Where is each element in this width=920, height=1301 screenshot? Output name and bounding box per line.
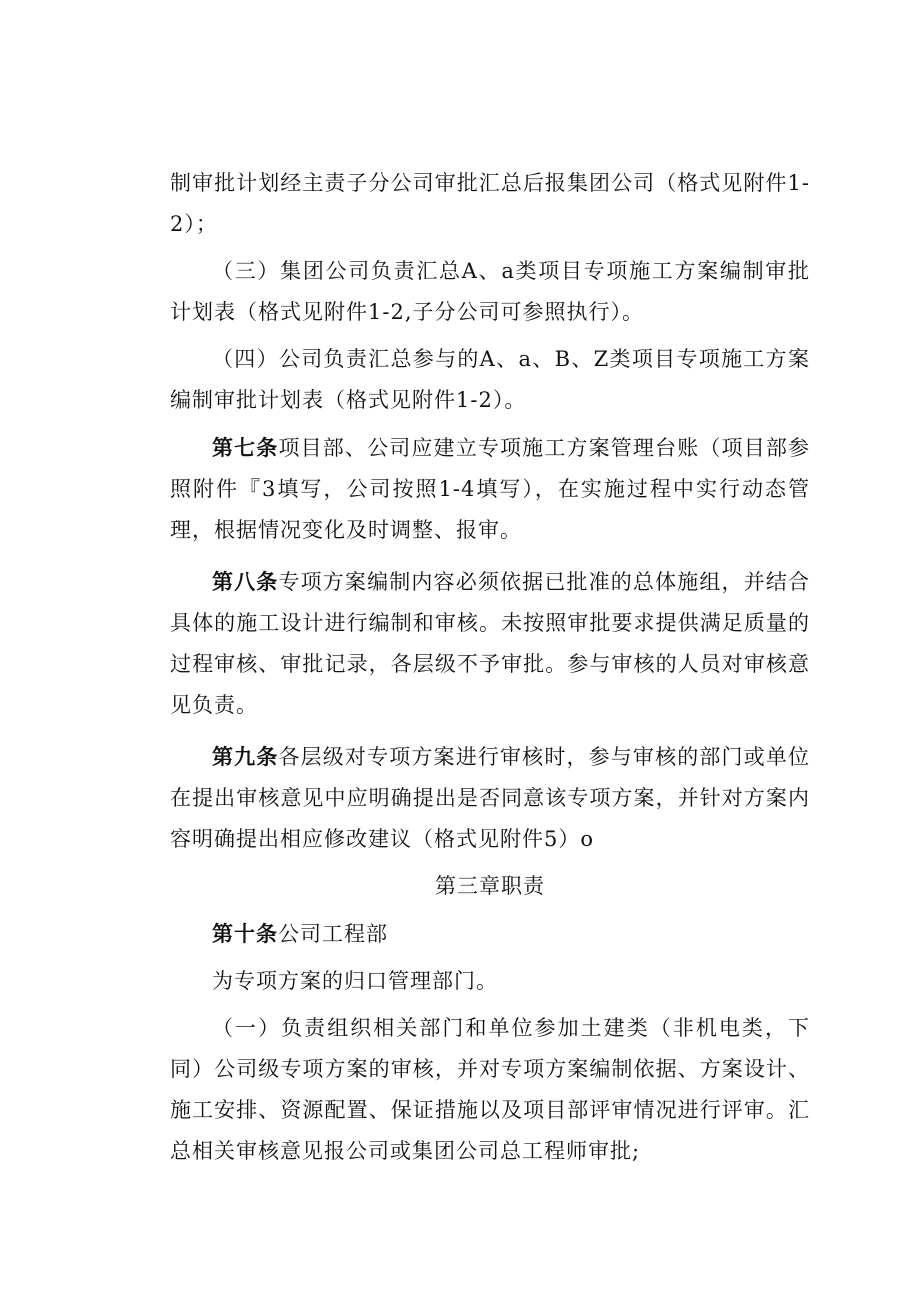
paragraph-item-4	[170, 339, 810, 421]
paragraph-text: 制审批计划经主责子分公司审批汇总后报集团公司（格式见附件1-2）；	[170, 171, 810, 236]
article-number: 第七条	[212, 435, 279, 460]
document-body	[170, 163, 810, 1172]
paragraph-item-3	[170, 251, 810, 333]
article-10	[170, 913, 810, 955]
chapter-title: 第三章职责	[435, 874, 545, 898]
paragraph-role	[170, 961, 810, 1002]
article-number: 第八条	[212, 569, 279, 594]
paragraph-item-1	[170, 1008, 810, 1172]
article-number: 第九条	[212, 744, 279, 769]
article-number: 第十条	[212, 921, 278, 946]
article-text: 各层级对专项方案进行审核时，参与审核的部门或单位在提出审核意见中应明确提出是否同意该专项方案，并针对方案内容明确提出相应修改建议（格式见附件5）o	[170, 745, 811, 851]
paragraph-text: （四）公司负责汇总参与的A、a、B、Z类项目专项施工方案编制审批计划表（格式见附件1-2）。	[170, 347, 810, 412]
article-text: 专项方案编制内容必须依据已批准的总体施组，并结合具体的施工设计进行编制和审核。未按照审批要求提供满足质量的过程审核、审批记录，各层级不予审批。参与审核的人员对审核意见负责。	[170, 570, 811, 717]
paragraph-continuation	[170, 163, 810, 245]
paragraph-text: 为专项方案的归口管理部门。	[212, 969, 498, 993]
paragraph-text: （一）负责组织相关部门和单位参加土建类（非机电类，下同）公司级专项方案的审核，并对专项方案编制依据、方案设计、施工安排、资源配置、保证措施以及项目部评审情况进行评审。汇总相关审核意见报公司或集团公司总工程师审批;	[170, 1016, 810, 1163]
article-8	[170, 561, 810, 726]
article-text: 公司工程部	[278, 922, 388, 946]
article-9	[170, 736, 810, 860]
paragraph-text: （三）集团公司负责汇总A、a类项目专项施工方案编制审批计划表（格式见附件1-2,子分公司可参照执行）。	[170, 259, 810, 324]
article-7	[170, 427, 810, 551]
article-text: 项目部、公司应建立专项施工方案管理台账（项目部参照附件『3填写，公司按照1-4填写），在实施过程中实行动态管理，根据情况变化及时调整、报审。	[170, 436, 811, 542]
